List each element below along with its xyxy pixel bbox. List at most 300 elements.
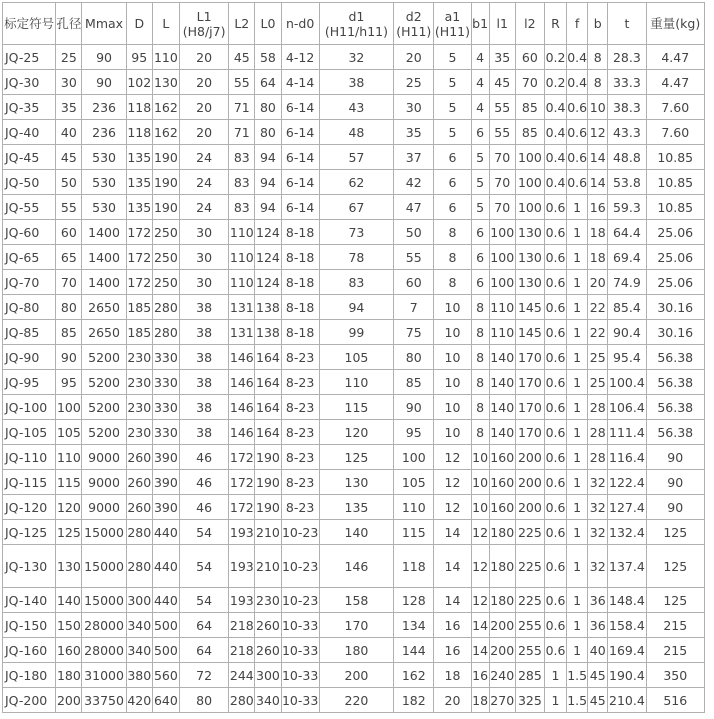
cell-col-weight: 10.85 bbox=[646, 195, 705, 220]
header-text: b1 bbox=[472, 16, 489, 31]
cell-col-r: 1 bbox=[544, 688, 566, 713]
cell-col-l1: 20 bbox=[179, 95, 228, 120]
cell-col-l2: 172 bbox=[229, 445, 255, 470]
cell-col-n-d0: 8-18 bbox=[281, 320, 319, 345]
cell-col-weight: 90 bbox=[646, 470, 705, 495]
table-row bbox=[3, 295, 705, 320]
cell-col-b: 20 bbox=[588, 270, 608, 295]
cell-col-d2: 20 bbox=[394, 45, 434, 70]
cell-col-t: 43.3 bbox=[608, 120, 646, 145]
cell-col-a1: 10 bbox=[434, 370, 471, 395]
cell-col-bore: 30 bbox=[56, 70, 82, 95]
cell-col-l1: 20 bbox=[179, 70, 228, 95]
cell-col-d1: 48 bbox=[319, 120, 393, 145]
table-row bbox=[3, 470, 705, 495]
cell-col-t: 158.4 bbox=[608, 613, 646, 638]
cell-col-r: 0.6 bbox=[544, 470, 566, 495]
table-row bbox=[3, 520, 705, 545]
cell-col-l0: 138 bbox=[255, 320, 281, 345]
cell-col-b1: 8 bbox=[471, 395, 489, 420]
cell-col-f: 1 bbox=[567, 295, 588, 320]
cell-col-n-d0: 4-14 bbox=[281, 70, 319, 95]
header-col-l0 bbox=[255, 3, 281, 45]
cell-col-a1: 6 bbox=[434, 195, 471, 220]
cell-col-l0: 124 bbox=[255, 270, 281, 295]
cell-col-b: 28 bbox=[588, 395, 608, 420]
cell-col-b: 32 bbox=[588, 545, 608, 588]
header-text: L1 bbox=[196, 8, 212, 24]
cell-col-l0: 260 bbox=[255, 638, 281, 663]
cell-col-symbol: JQ-120 bbox=[3, 495, 56, 520]
cell-col-l1-lower: 180 bbox=[489, 588, 515, 613]
cell-col-l0: 190 bbox=[255, 470, 281, 495]
cell-col-f: 1 bbox=[567, 345, 588, 370]
cell-col-symbol: JQ-90 bbox=[3, 345, 56, 370]
cell-col-t: 100.4 bbox=[608, 370, 646, 395]
cell-col-b: 45 bbox=[588, 663, 608, 688]
cell-col-d1: 125 bbox=[319, 445, 393, 470]
cell-col-t: 210.4 bbox=[608, 688, 646, 713]
cell-col-symbol: JQ-110 bbox=[3, 445, 56, 470]
cell-col-l1: 46 bbox=[179, 445, 228, 470]
cell-col-f: 1 bbox=[567, 495, 588, 520]
cell-col-d2: 25 bbox=[394, 70, 434, 95]
cell-col-l: 390 bbox=[152, 495, 179, 520]
header-text: 孔径 bbox=[56, 16, 82, 31]
cell-col-mmax: 15000 bbox=[82, 545, 126, 588]
cell-col-a1: 10 bbox=[434, 295, 471, 320]
cell-col-l2-lower: 130 bbox=[515, 245, 544, 270]
cell-col-l2-lower: 255 bbox=[515, 638, 544, 663]
cell-col-f: 0.4 bbox=[567, 70, 588, 95]
table-row bbox=[3, 220, 705, 245]
cell-col-d: 280 bbox=[126, 520, 152, 545]
cell-col-a1: 12 bbox=[434, 445, 471, 470]
cell-col-b1: 16 bbox=[471, 663, 489, 688]
cell-col-b1: 8 bbox=[471, 295, 489, 320]
cell-col-l1: 24 bbox=[179, 145, 228, 170]
cell-col-mmax: 5200 bbox=[82, 345, 126, 370]
cell-col-symbol: JQ-115 bbox=[3, 470, 56, 495]
cell-col-bore: 100 bbox=[56, 395, 82, 420]
table-row bbox=[3, 345, 705, 370]
cell-col-mmax: 90 bbox=[82, 45, 126, 70]
cell-col-weight: 215 bbox=[646, 613, 705, 638]
cell-col-t: 53.8 bbox=[608, 170, 646, 195]
cell-col-r: 0.6 bbox=[544, 495, 566, 520]
cell-col-weight: 90 bbox=[646, 495, 705, 520]
cell-col-weight: 215 bbox=[646, 638, 705, 663]
cell-col-symbol: JQ-35 bbox=[3, 95, 56, 120]
cell-col-f: 1 bbox=[567, 420, 588, 445]
cell-col-l1-lower: 180 bbox=[489, 520, 515, 545]
cell-col-l2-lower: 170 bbox=[515, 395, 544, 420]
cell-col-n-d0: 8-23 bbox=[281, 445, 319, 470]
cell-col-n-d0: 8-23 bbox=[281, 470, 319, 495]
cell-col-symbol: JQ-85 bbox=[3, 320, 56, 345]
cell-col-d2: 85 bbox=[394, 370, 434, 395]
cell-col-n-d0: 6-14 bbox=[281, 145, 319, 170]
cell-col-symbol: JQ-30 bbox=[3, 70, 56, 95]
cell-col-l2-lower: 200 bbox=[515, 495, 544, 520]
cell-col-l: 330 bbox=[152, 370, 179, 395]
cell-col-f: 1 bbox=[567, 220, 588, 245]
cell-col-r: 0.6 bbox=[544, 613, 566, 638]
header-col-d bbox=[126, 3, 152, 45]
cell-col-b: 32 bbox=[588, 470, 608, 495]
cell-col-a1: 10 bbox=[434, 345, 471, 370]
header-text: L0 bbox=[260, 16, 276, 31]
cell-col-r: 0.4 bbox=[544, 95, 566, 120]
table-row bbox=[3, 245, 705, 270]
cell-col-l: 390 bbox=[152, 470, 179, 495]
cell-col-l: 500 bbox=[152, 638, 179, 663]
cell-col-l1: 72 bbox=[179, 663, 228, 688]
cell-col-r: 0.4 bbox=[544, 170, 566, 195]
header-col-bore bbox=[56, 3, 82, 45]
cell-col-d1: 83 bbox=[319, 270, 393, 295]
table-row bbox=[3, 663, 705, 688]
cell-col-n-d0: 10-23 bbox=[281, 520, 319, 545]
cell-col-b1: 6 bbox=[471, 270, 489, 295]
cell-col-l2: 218 bbox=[229, 638, 255, 663]
cell-col-a1: 14 bbox=[434, 520, 471, 545]
header-col-r bbox=[544, 3, 566, 45]
cell-col-d1: 170 bbox=[319, 613, 393, 638]
cell-col-b1: 12 bbox=[471, 545, 489, 588]
cell-col-mmax: 9000 bbox=[82, 445, 126, 470]
cell-col-mmax: 1400 bbox=[82, 245, 126, 270]
cell-col-b: 36 bbox=[588, 613, 608, 638]
header-text: a1 bbox=[444, 8, 461, 24]
cell-col-l1: 20 bbox=[179, 45, 228, 70]
cell-col-mmax: 5200 bbox=[82, 395, 126, 420]
cell-col-l1: 30 bbox=[179, 245, 228, 270]
cell-col-b1: 12 bbox=[471, 520, 489, 545]
cell-col-weight: 25.06 bbox=[646, 220, 705, 245]
cell-col-d1: 67 bbox=[319, 195, 393, 220]
cell-col-symbol: JQ-180 bbox=[3, 663, 56, 688]
cell-col-l2-lower: 170 bbox=[515, 420, 544, 445]
cell-col-b1: 5 bbox=[471, 195, 489, 220]
cell-col-b1: 5 bbox=[471, 170, 489, 195]
cell-col-l2: 55 bbox=[229, 70, 255, 95]
cell-col-d: 135 bbox=[126, 170, 152, 195]
cell-col-l2-lower: 100 bbox=[515, 170, 544, 195]
cell-col-l2-lower: 85 bbox=[515, 95, 544, 120]
cell-col-l: 162 bbox=[152, 120, 179, 145]
cell-col-mmax: 9000 bbox=[82, 495, 126, 520]
cell-col-symbol: JQ-45 bbox=[3, 145, 56, 170]
cell-col-d1: 78 bbox=[319, 245, 393, 270]
cell-col-n-d0: 8-23 bbox=[281, 420, 319, 445]
cell-col-mmax: 33750 bbox=[82, 688, 126, 713]
cell-col-b: 28 bbox=[588, 445, 608, 470]
cell-col-d1: 158 bbox=[319, 588, 393, 613]
table-row bbox=[3, 420, 705, 445]
cell-col-l2: 146 bbox=[229, 345, 255, 370]
cell-col-b: 45 bbox=[588, 688, 608, 713]
cell-col-d2: 47 bbox=[394, 195, 434, 220]
cell-col-b: 28 bbox=[588, 420, 608, 445]
cell-col-t: 169.4 bbox=[608, 638, 646, 663]
cell-col-symbol: JQ-95 bbox=[3, 370, 56, 395]
cell-col-d2: 162 bbox=[394, 663, 434, 688]
cell-col-t: 190.4 bbox=[608, 663, 646, 688]
cell-col-l: 250 bbox=[152, 270, 179, 295]
cell-col-mmax: 236 bbox=[82, 120, 126, 145]
cell-col-l2: 172 bbox=[229, 495, 255, 520]
cell-col-r: 0.6 bbox=[544, 295, 566, 320]
cell-col-b: 8 bbox=[588, 70, 608, 95]
cell-col-b1: 6 bbox=[471, 120, 489, 145]
cell-col-l: 390 bbox=[152, 445, 179, 470]
cell-col-symbol: JQ-40 bbox=[3, 120, 56, 145]
header-col-n-d0 bbox=[281, 3, 319, 45]
cell-col-l: 330 bbox=[152, 395, 179, 420]
cell-col-bore: 110 bbox=[56, 445, 82, 470]
cell-col-l0: 190 bbox=[255, 445, 281, 470]
cell-col-b1: 4 bbox=[471, 70, 489, 95]
header-col-b1 bbox=[471, 3, 489, 45]
cell-col-f: 0.6 bbox=[567, 120, 588, 145]
cell-col-symbol: JQ-200 bbox=[3, 688, 56, 713]
cell-col-a1: 8 bbox=[434, 220, 471, 245]
table-row bbox=[3, 395, 705, 420]
cell-col-l2-lower: 225 bbox=[515, 588, 544, 613]
cell-col-l2-lower: 60 bbox=[515, 45, 544, 70]
cell-col-bore: 55 bbox=[56, 195, 82, 220]
header-col-d1 bbox=[319, 3, 393, 45]
cell-col-b1: 5 bbox=[471, 145, 489, 170]
cell-col-t: 95.4 bbox=[608, 345, 646, 370]
cell-col-f: 1 bbox=[567, 638, 588, 663]
cell-col-bore: 35 bbox=[56, 95, 82, 120]
cell-col-b1: 6 bbox=[471, 245, 489, 270]
cell-col-t: 116.4 bbox=[608, 445, 646, 470]
cell-col-a1: 8 bbox=[434, 270, 471, 295]
cell-col-l1: 64 bbox=[179, 613, 228, 638]
cell-col-bore: 50 bbox=[56, 170, 82, 195]
header-text: t bbox=[624, 16, 630, 31]
cell-col-bore: 70 bbox=[56, 270, 82, 295]
cell-col-symbol: JQ-105 bbox=[3, 420, 56, 445]
cell-col-d: 118 bbox=[126, 120, 152, 145]
cell-col-d: 102 bbox=[126, 70, 152, 95]
header-col-d2 bbox=[394, 3, 434, 45]
cell-col-d: 280 bbox=[126, 545, 152, 588]
cell-col-mmax: 2650 bbox=[82, 295, 126, 320]
cell-col-weight: 10.85 bbox=[646, 145, 705, 170]
header-col-l2 bbox=[229, 3, 255, 45]
cell-col-l2: 244 bbox=[229, 663, 255, 688]
cell-col-weight: 125 bbox=[646, 588, 705, 613]
table-row bbox=[3, 45, 705, 70]
header-col-l1 bbox=[179, 3, 228, 45]
cell-col-f: 1 bbox=[567, 613, 588, 638]
cell-col-l1-lower: 70 bbox=[489, 170, 515, 195]
cell-col-r: 0.6 bbox=[544, 320, 566, 345]
cell-col-bore: 60 bbox=[56, 220, 82, 245]
cell-col-a1: 16 bbox=[434, 613, 471, 638]
cell-col-bore: 45 bbox=[56, 145, 82, 170]
cell-col-bore: 80 bbox=[56, 295, 82, 320]
cell-col-t: 148.4 bbox=[608, 588, 646, 613]
cell-col-l: 280 bbox=[152, 320, 179, 345]
cell-col-n-d0: 6-14 bbox=[281, 95, 319, 120]
cell-col-a1: 12 bbox=[434, 470, 471, 495]
cell-col-t: 122.4 bbox=[608, 470, 646, 495]
cell-col-r: 0.6 bbox=[544, 588, 566, 613]
cell-col-d: 340 bbox=[126, 613, 152, 638]
cell-col-b: 22 bbox=[588, 295, 608, 320]
cell-col-mmax: 2650 bbox=[82, 320, 126, 345]
cell-col-weight: 56.38 bbox=[646, 370, 705, 395]
cell-col-l0: 64 bbox=[255, 70, 281, 95]
cell-col-a1: 5 bbox=[434, 70, 471, 95]
header-text: l2 bbox=[524, 16, 536, 31]
cell-col-d2: 75 bbox=[394, 320, 434, 345]
cell-col-l1-lower: 45 bbox=[489, 70, 515, 95]
header-col-symbol bbox=[3, 3, 56, 45]
table-header bbox=[3, 3, 705, 45]
cell-col-l2-lower: 145 bbox=[515, 295, 544, 320]
cell-col-bore: 125 bbox=[56, 520, 82, 545]
cell-col-bore: 95 bbox=[56, 370, 82, 395]
cell-col-bore: 140 bbox=[56, 588, 82, 613]
cell-col-l0: 300 bbox=[255, 663, 281, 688]
cell-col-f: 1 bbox=[567, 320, 588, 345]
cell-col-l0: 124 bbox=[255, 245, 281, 270]
header-col-a1 bbox=[434, 3, 471, 45]
cell-col-l2: 131 bbox=[229, 320, 255, 345]
cell-col-l1-lower: 140 bbox=[489, 420, 515, 445]
cell-col-weight: 516 bbox=[646, 688, 705, 713]
cell-col-b: 18 bbox=[588, 245, 608, 270]
cell-col-bore: 120 bbox=[56, 495, 82, 520]
cell-col-t: 48.8 bbox=[608, 145, 646, 170]
cell-col-f: 1 bbox=[567, 545, 588, 588]
cell-col-weight: 56.38 bbox=[646, 420, 705, 445]
cell-col-f: 1.5 bbox=[567, 688, 588, 713]
header-col-l2-lower bbox=[515, 3, 544, 45]
cell-col-l2: 83 bbox=[229, 195, 255, 220]
cell-col-a1: 14 bbox=[434, 545, 471, 588]
cell-col-l2: 110 bbox=[229, 245, 255, 270]
cell-col-n-d0: 8-23 bbox=[281, 495, 319, 520]
cell-col-mmax: 236 bbox=[82, 95, 126, 120]
cell-col-bore: 105 bbox=[56, 420, 82, 445]
table-row bbox=[3, 170, 705, 195]
cell-col-b: 14 bbox=[588, 170, 608, 195]
cell-col-n-d0: 10-23 bbox=[281, 588, 319, 613]
cell-col-t: 38.3 bbox=[608, 95, 646, 120]
cell-col-l0: 138 bbox=[255, 295, 281, 320]
cell-col-l2: 193 bbox=[229, 545, 255, 588]
cell-col-d: 340 bbox=[126, 638, 152, 663]
cell-col-l0: 210 bbox=[255, 545, 281, 588]
cell-col-l2-lower: 130 bbox=[515, 270, 544, 295]
cell-col-t: 90.4 bbox=[608, 320, 646, 345]
cell-col-a1: 5 bbox=[434, 120, 471, 145]
cell-col-mmax: 9000 bbox=[82, 470, 126, 495]
cell-col-a1: 6 bbox=[434, 170, 471, 195]
cell-col-l1-lower: 140 bbox=[489, 395, 515, 420]
cell-col-l1-lower: 70 bbox=[489, 145, 515, 170]
cell-col-b1: 14 bbox=[471, 613, 489, 638]
cell-col-f: 1 bbox=[567, 445, 588, 470]
cell-col-symbol: JQ-140 bbox=[3, 588, 56, 613]
cell-col-l: 330 bbox=[152, 420, 179, 445]
cell-col-l1: 38 bbox=[179, 320, 228, 345]
cell-col-l: 440 bbox=[152, 520, 179, 545]
cell-col-d: 185 bbox=[126, 295, 152, 320]
cell-col-n-d0: 8-23 bbox=[281, 345, 319, 370]
cell-col-d: 260 bbox=[126, 445, 152, 470]
cell-col-l2-lower: 200 bbox=[515, 445, 544, 470]
cell-col-l2-lower: 200 bbox=[515, 470, 544, 495]
cell-col-a1: 10 bbox=[434, 420, 471, 445]
header-text: l1 bbox=[496, 16, 508, 31]
cell-col-l2: 146 bbox=[229, 420, 255, 445]
cell-col-bore: 85 bbox=[56, 320, 82, 345]
cell-col-b: 36 bbox=[588, 588, 608, 613]
cell-col-l1-lower: 55 bbox=[489, 95, 515, 120]
cell-col-d2: 7 bbox=[394, 295, 434, 320]
cell-col-r: 0.6 bbox=[544, 545, 566, 588]
cell-col-l1: 38 bbox=[179, 370, 228, 395]
cell-col-weight: 90 bbox=[646, 445, 705, 470]
table-row bbox=[3, 195, 705, 220]
table-row bbox=[3, 688, 705, 713]
header-text: R bbox=[551, 16, 560, 31]
cell-col-l2: 172 bbox=[229, 470, 255, 495]
cell-col-f: 0.6 bbox=[567, 95, 588, 120]
cell-col-weight: 7.60 bbox=[646, 95, 705, 120]
cell-col-r: 0.6 bbox=[544, 245, 566, 270]
cell-col-b: 22 bbox=[588, 320, 608, 345]
cell-col-t: 111.4 bbox=[608, 420, 646, 445]
cell-col-l0: 210 bbox=[255, 520, 281, 545]
cell-col-d: 172 bbox=[126, 270, 152, 295]
cell-col-l1: 30 bbox=[179, 270, 228, 295]
cell-col-l1: 20 bbox=[179, 120, 228, 145]
cell-col-a1: 20 bbox=[434, 688, 471, 713]
cell-col-l2-lower: 70 bbox=[515, 70, 544, 95]
cell-col-d1: 99 bbox=[319, 320, 393, 345]
cell-col-d2: 115 bbox=[394, 520, 434, 545]
cell-col-l: 130 bbox=[152, 70, 179, 95]
cell-col-l0: 124 bbox=[255, 220, 281, 245]
cell-col-weight: 56.38 bbox=[646, 345, 705, 370]
header-text: (H11) bbox=[434, 23, 470, 39]
cell-col-l1-lower: 270 bbox=[489, 688, 515, 713]
cell-col-a1: 5 bbox=[434, 95, 471, 120]
header-text: L bbox=[162, 16, 170, 31]
cell-col-l2: 131 bbox=[229, 295, 255, 320]
cell-col-l2: 193 bbox=[229, 588, 255, 613]
cell-col-l2-lower: 285 bbox=[515, 663, 544, 688]
cell-col-bore: 65 bbox=[56, 245, 82, 270]
header-text: 标定符号 bbox=[4, 16, 55, 31]
cell-col-weight: 4.47 bbox=[646, 45, 705, 70]
table-row bbox=[3, 638, 705, 663]
cell-col-l2: 71 bbox=[229, 95, 255, 120]
cell-col-l2: 280 bbox=[229, 688, 255, 713]
cell-col-b: 18 bbox=[588, 220, 608, 245]
cell-col-l2-lower: 325 bbox=[515, 688, 544, 713]
cell-col-symbol: JQ-55 bbox=[3, 195, 56, 220]
